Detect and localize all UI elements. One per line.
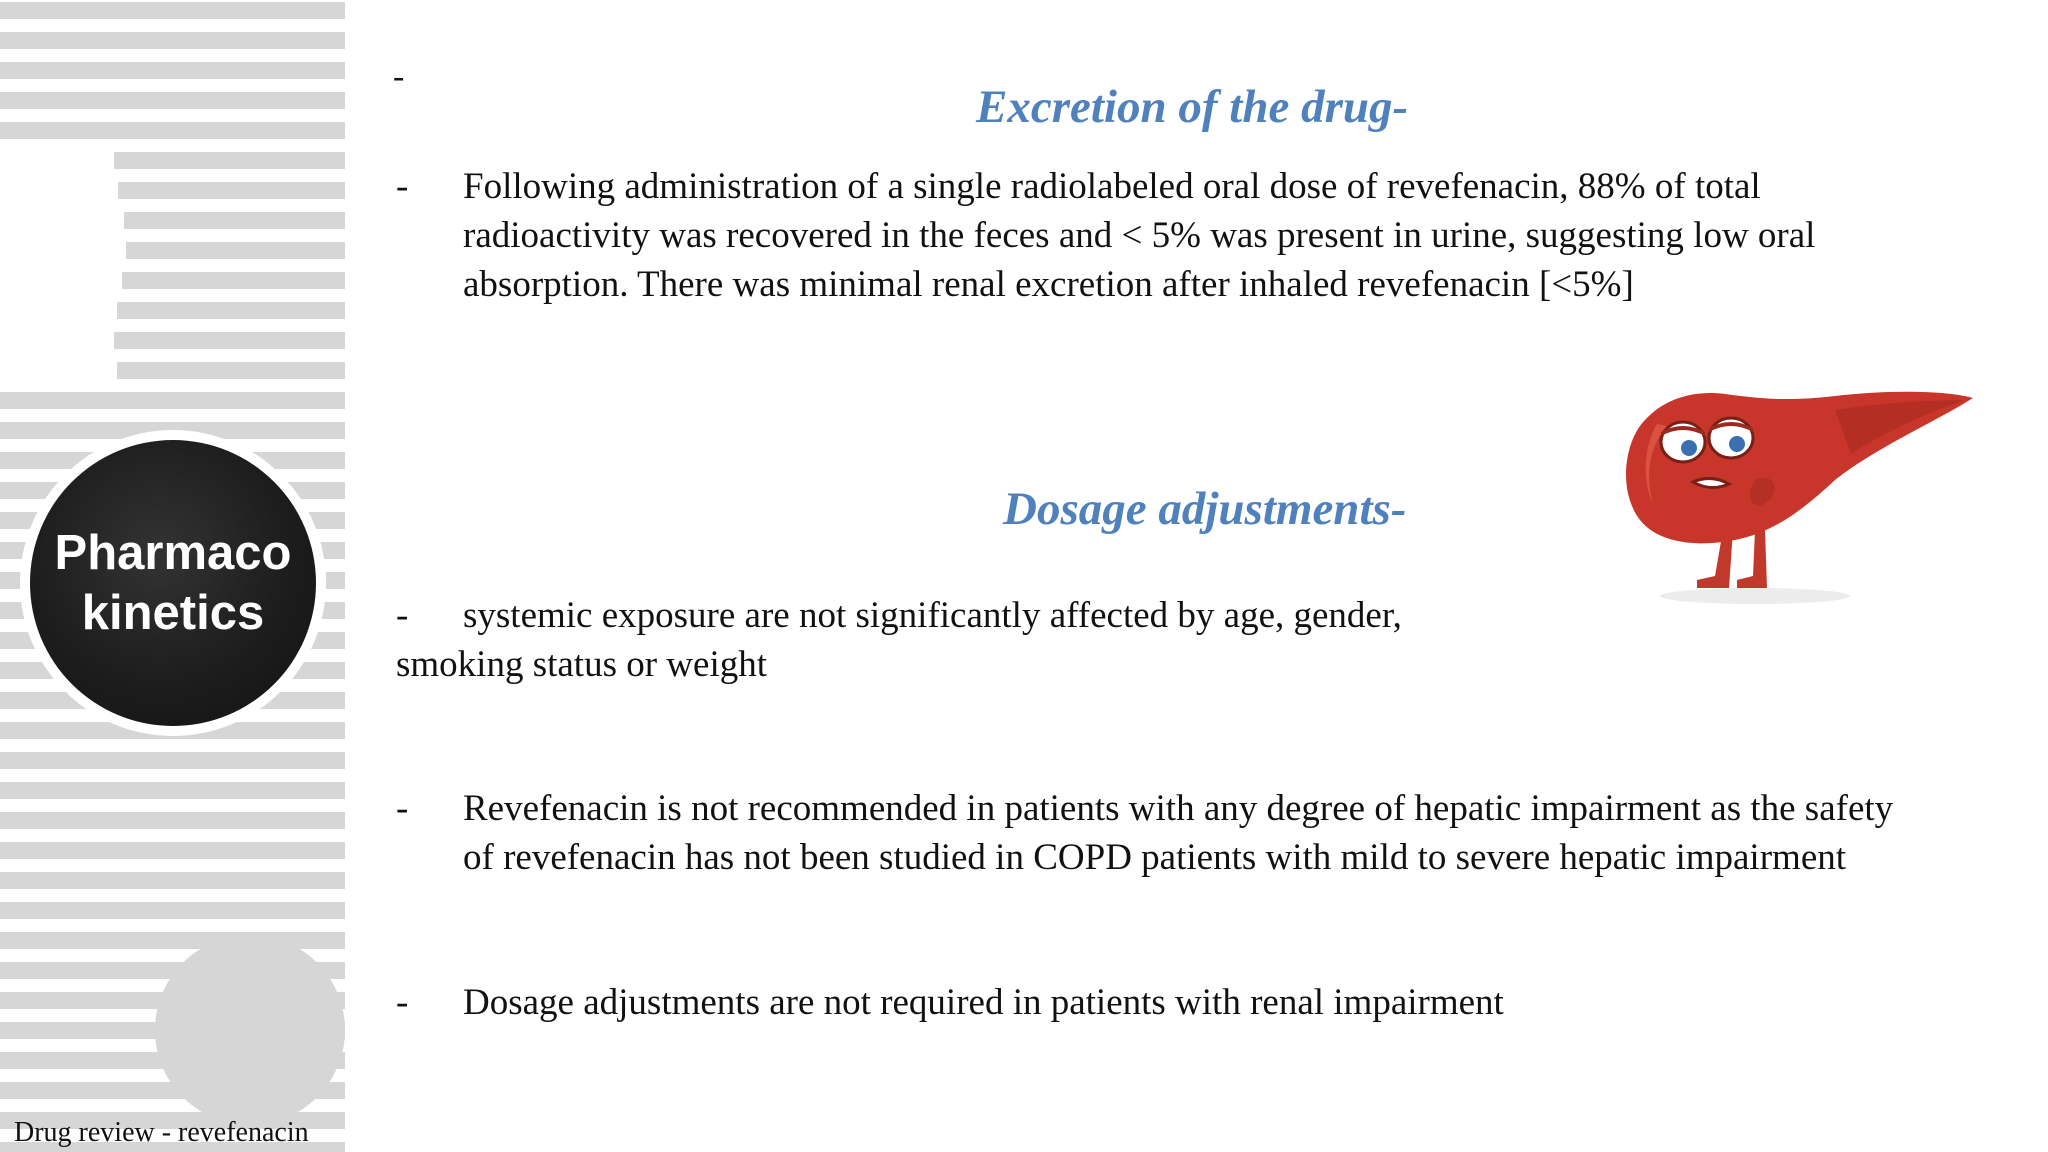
decor-stripe xyxy=(0,62,345,79)
bullet-text: systemic exposure are not significantly affected by age, gender, smoking status or weight xyxy=(396,595,1402,685)
stray-dash: - xyxy=(393,58,405,95)
excretion-heading: Excretion of the drug- xyxy=(976,81,1409,133)
decor-circle xyxy=(155,935,345,1125)
decor-stripe xyxy=(114,152,345,169)
decor-stripe xyxy=(0,92,345,109)
decor-stripe xyxy=(0,842,345,859)
decor-stripe xyxy=(118,182,345,199)
decor-stripe xyxy=(0,782,345,799)
decor-stripe xyxy=(0,902,345,919)
dosage-heading: Dosage adjustments- xyxy=(1003,483,1407,535)
decor-stripe xyxy=(0,812,345,829)
decor-stripe xyxy=(0,752,345,769)
decor-stripe xyxy=(117,362,345,379)
decor-stripe xyxy=(124,212,345,229)
decor-stripe xyxy=(0,32,345,49)
decor-stripe xyxy=(0,122,345,139)
bullet-dash: - xyxy=(396,982,409,1023)
dosage-bullet-hepatic xyxy=(396,784,2036,882)
bullet-dash: - xyxy=(396,788,409,829)
bullet-text: Dosage adjustments are not required in patients with renal impairment xyxy=(463,982,1504,1023)
decor-stripe xyxy=(114,332,345,349)
bullet-dash: - xyxy=(396,166,409,207)
decor-stripe xyxy=(0,392,345,409)
sad-liver-cartoon-icon xyxy=(1605,380,1985,610)
decor-stripe xyxy=(0,422,345,439)
pharmacokinetics-badge xyxy=(30,440,316,726)
decor-stripe xyxy=(122,272,345,289)
dosage-bullet-exposure xyxy=(396,591,1596,689)
decor-stripe xyxy=(0,872,345,889)
dosage-bullet-renal xyxy=(396,978,1996,1027)
badge-label: Pharmaco kinetics xyxy=(54,526,292,640)
sidebar-decoration xyxy=(0,0,345,1152)
decor-stripe xyxy=(117,302,345,319)
bullet-text: Revefenacin is not recommended in patients with any degree of hepatic impairment as the safety of revefenacin has not been studied in COPD patients with mild to severe hepatic impairment xyxy=(463,788,1894,878)
bullet-dash: - xyxy=(396,595,409,636)
excretion-bullet xyxy=(396,162,1996,309)
bullet-text: Following administration of a single radiolabeled oral dose of revefenacin, 88% of total radioactivity was recovered in the feces and < 5% was present in urine, suggesting low oral absorption. There was minimal renal excretion after inhaled revefenacin [<5%] xyxy=(463,166,1816,305)
footer-caption: Drug review - revefenacin xyxy=(14,1117,309,1148)
decor-stripe xyxy=(0,2,345,19)
decor-stripe xyxy=(126,242,345,259)
